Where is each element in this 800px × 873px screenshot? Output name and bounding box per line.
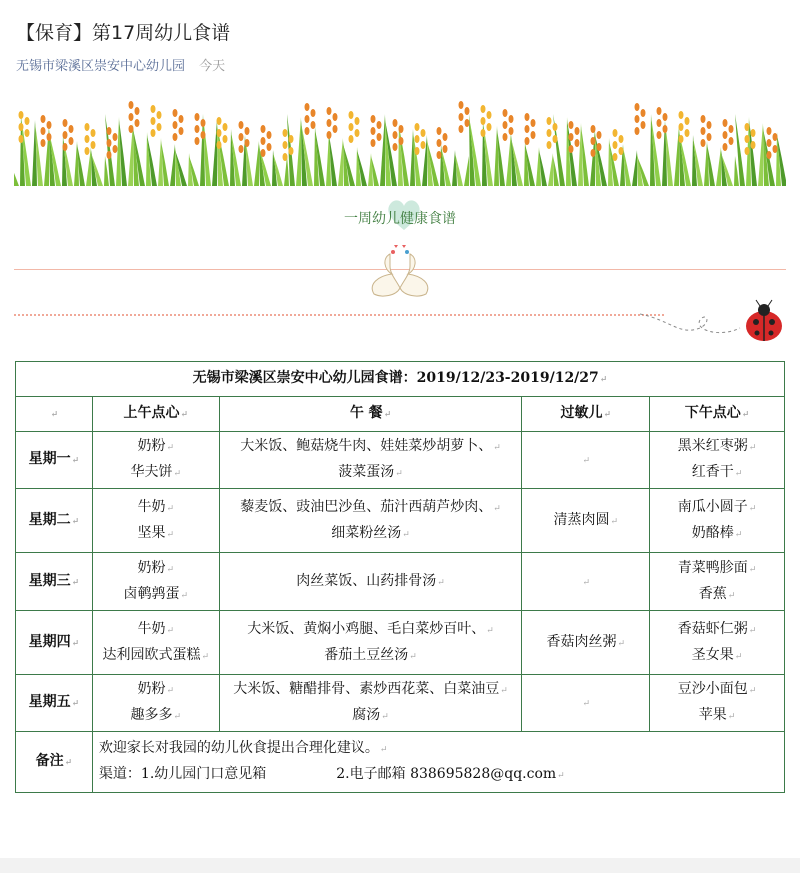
grass-seed: [635, 127, 640, 135]
grass-seed: [349, 123, 354, 131]
grass-seed: [641, 109, 646, 117]
grass-seed: [767, 139, 772, 147]
table-caption: 无锡市梁溪区崇安中心幼儿园食谱：2019/12/23-2019/12/27↵: [16, 362, 785, 397]
pm-snack-cell: 青菜鸭胗面↵ 香蕉↵: [650, 553, 785, 611]
grass-blade: [170, 144, 175, 186]
grass-seed: [459, 113, 464, 121]
table-row: [16, 432, 785, 489]
grass-seed: [151, 105, 156, 113]
grass-seed: [107, 151, 112, 159]
pm-snack-cell: 黑米红枣粥↵ 红香干↵: [650, 432, 785, 489]
grass-seed: [85, 135, 90, 143]
grass-seed: [657, 131, 662, 139]
grass-seed: [217, 117, 222, 125]
grass-seed: [377, 121, 382, 129]
grass-seed: [179, 115, 184, 123]
grass-seed: [459, 125, 464, 133]
table-header-row: [16, 397, 785, 432]
grass-seed: [613, 141, 618, 149]
grass-seed: [421, 141, 426, 149]
grass-seed: [173, 121, 178, 129]
grass-seed: [201, 119, 206, 127]
grass-seed: [129, 125, 134, 133]
grass-seed: [415, 123, 420, 131]
grass-seed: [723, 119, 728, 127]
grass-seed: [525, 125, 530, 133]
lunch-cell: 大米饭、黄焖小鸡腿、毛白菜炒百叶、↵ 番茄土豆丝汤↵: [219, 611, 522, 675]
publish-date: 今天: [199, 59, 226, 74]
grass-seed: [113, 145, 118, 153]
grass-seed: [421, 129, 426, 137]
grass-seed: [745, 135, 750, 143]
grass-seed: [443, 145, 448, 153]
grass-seed: [729, 137, 734, 145]
grass-seed: [41, 115, 46, 123]
day-label: 星期三↵: [16, 553, 93, 611]
grass-seed: [399, 137, 404, 145]
grass-seed: [773, 133, 778, 141]
grass-seed: [41, 139, 46, 147]
day-label: 星期四↵: [16, 611, 93, 675]
grass-blade: [758, 123, 763, 186]
table-row: [16, 675, 785, 732]
grass-seed: [597, 131, 602, 139]
grass-seed: [305, 103, 310, 111]
grass-seed: [349, 135, 354, 143]
grass-seed: [377, 133, 382, 141]
grass-seed: [481, 105, 486, 113]
grass-seed: [503, 109, 508, 117]
day-label: 星期五↵: [16, 675, 93, 732]
grass-blade: [674, 126, 679, 186]
grass-seed: [525, 113, 530, 121]
grass-seed: [107, 139, 112, 147]
grass-blade: [506, 132, 511, 186]
grass-seed: [47, 133, 52, 141]
account-name-link[interactable]: 无锡市梁溪区崇安中心幼儿园: [16, 59, 186, 74]
grass-seed: [157, 123, 162, 131]
grass-seed: [657, 119, 662, 127]
grass-seed: [355, 117, 360, 125]
grass-seed: [371, 127, 376, 135]
grass-seed: [509, 127, 514, 135]
grass-seed: [591, 149, 596, 157]
pm-snack-cell: 豆沙小面包↵ 苹果↵: [650, 675, 785, 732]
grass-seed: [399, 125, 404, 133]
grass-seed: [69, 125, 74, 133]
grass-blade: [14, 156, 19, 186]
grass-seed: [267, 131, 272, 139]
grass-seed: [311, 109, 316, 117]
grass-blade: [296, 117, 301, 186]
grass-seed: [679, 111, 684, 119]
grass-seed: [47, 121, 52, 129]
grass-blade: [74, 141, 79, 186]
grass-seed: [305, 127, 310, 135]
grass-seed: [223, 135, 228, 143]
grass-seed: [261, 137, 266, 145]
grass-seed: [261, 149, 266, 157]
grass-seed: [19, 111, 24, 119]
grass-seed: [173, 109, 178, 117]
grass-seed: [261, 125, 266, 133]
grass-seed: [437, 139, 442, 147]
grass-seed: [157, 111, 162, 119]
grass-seed: [773, 145, 778, 153]
grass-seed: [63, 119, 68, 127]
grass-blade: [704, 141, 709, 186]
grass-seed: [547, 141, 552, 149]
grass-seed: [767, 127, 772, 135]
grass-seed: [569, 133, 574, 141]
grass-seed: [547, 129, 552, 137]
grass-seed: [481, 129, 486, 137]
grass-seed: [503, 133, 508, 141]
grass-seed: [437, 151, 442, 159]
ladybug-icon: [640, 298, 790, 348]
grass-seed: [525, 137, 530, 145]
grass-seed: [283, 141, 288, 149]
header-lunch: 午 餐↵: [219, 397, 522, 432]
grass-seed: [487, 123, 492, 131]
grass-seed: [415, 135, 420, 143]
grass-seed: [707, 133, 712, 141]
grass-blade: [716, 147, 721, 186]
grass-seed: [751, 129, 756, 137]
grass-seed: [569, 121, 574, 129]
grass-seed: [701, 127, 706, 135]
grass-seed: [327, 119, 332, 127]
notes-row: [16, 732, 785, 793]
day-label: 星期二↵: [16, 489, 93, 553]
grass-seed: [311, 121, 316, 129]
grass-seed: [289, 135, 294, 143]
grass-seed: [129, 113, 134, 121]
allergy-cell: 清蒸肉圆↵: [522, 489, 650, 553]
grass-seed: [63, 131, 68, 139]
grass-seed: [613, 129, 618, 137]
grass-seed: [613, 153, 618, 161]
grass-seed: [553, 123, 558, 131]
grass-seed: [635, 115, 640, 123]
grass-blade: [32, 120, 37, 186]
grass-seed: [509, 115, 514, 123]
grass-blade: [494, 126, 499, 186]
grass-seed: [289, 147, 294, 155]
article-meta: [16, 55, 225, 74]
grass-seed: [349, 111, 354, 119]
grass-seed: [333, 113, 338, 121]
header-pm-snack: 下午点心↵: [650, 397, 785, 432]
grass-seed: [195, 113, 200, 121]
section-subtitle: 一周幼儿健康食谱: [344, 211, 456, 227]
am-snack-cell: 奶粉↵ 华夫饼↵: [92, 432, 219, 489]
lunch-cell: 藜麦饭、豉油巴沙鱼、茄汁西葫芦炒肉、↵ 细菜粉丝汤↵: [219, 489, 522, 553]
grass-seed: [245, 127, 250, 135]
am-snack-cell: 奶粉↵ 卤鹌鹑蛋↵: [92, 553, 219, 611]
grass-seed: [531, 131, 536, 139]
grass-seed: [239, 145, 244, 153]
grass-seed: [619, 135, 624, 143]
allergy-cell: ↵: [522, 553, 650, 611]
grass-seed: [657, 107, 662, 115]
grass-seed: [69, 137, 74, 145]
grass-seed: [443, 133, 448, 141]
notes-label: 备注↵: [16, 732, 93, 793]
grass-blade: [158, 138, 163, 186]
grass-seed: [135, 119, 140, 127]
grass-seed: [63, 143, 68, 151]
grass-seed: [663, 125, 668, 133]
grass-seed: [393, 131, 398, 139]
grass-seed: [685, 129, 690, 137]
grass-blade: [632, 150, 637, 186]
article-title: 【保育】第17周幼儿食谱: [16, 22, 231, 44]
grass-seed: [113, 133, 118, 141]
grass-seed: [503, 121, 508, 129]
grass-seed: [173, 133, 178, 141]
grass-seed: [223, 123, 228, 131]
grass-seed: [327, 131, 332, 139]
header-empty: ↵: [16, 397, 93, 432]
grass-seed: [355, 129, 360, 137]
grass-seed: [663, 113, 668, 121]
grass-seed: [19, 123, 24, 131]
grass-seed: [239, 121, 244, 129]
notes-content: 欢迎家长对我园的幼儿伙食提出合理化建议。↵ 渠道：1.幼儿园门口意见箱 2.电子邮箱 838695828@qq.com↵: [92, 732, 784, 793]
grass-seed: [179, 127, 184, 135]
grass-blade: [548, 153, 553, 186]
grass-seed: [459, 101, 464, 109]
grass-seed: [239, 133, 244, 141]
grass-seed: [679, 135, 684, 143]
grass-seed: [135, 107, 140, 115]
allergy-cell: 香菇肉丝粥↵: [522, 611, 650, 675]
grass-seed: [641, 121, 646, 129]
table-row: [16, 489, 785, 553]
grass-blade: [212, 120, 217, 186]
grass-seed: [195, 137, 200, 145]
grass-seed: [465, 107, 470, 115]
header-am-snack: 上午点心↵: [92, 397, 219, 432]
grass-seed: [547, 117, 552, 125]
allergy-cell: ↵: [522, 675, 650, 732]
weekly-menu-table: [15, 361, 785, 793]
table-caption-row: [16, 362, 785, 397]
grass-seed: [107, 127, 112, 135]
grass-seed: [267, 143, 272, 151]
grass-seed: [487, 111, 492, 119]
grass-seed: [723, 131, 728, 139]
grass-seed: [619, 147, 624, 155]
grass-seed: [531, 119, 536, 127]
grass-seed: [685, 117, 690, 125]
grass-seed: [745, 123, 750, 131]
grass-seed: [679, 123, 684, 131]
grass-seed: [91, 129, 96, 137]
grass-seed: [371, 139, 376, 147]
grass-seed: [91, 141, 96, 149]
grass-seed: [481, 117, 486, 125]
grass-seed: [575, 127, 580, 135]
lunch-cell: 大米饭、鲍菇烧牛肉、娃娃菜炒胡萝卜、↵ 菠菜蛋汤↵: [219, 432, 522, 489]
grass-blade: [410, 129, 415, 186]
grass-seed: [437, 127, 442, 135]
grass-seed: [129, 101, 134, 109]
grass-seed: [553, 135, 558, 143]
bottom-bar: [0, 858, 800, 873]
grass-seed: [415, 147, 420, 155]
grass-seed: [217, 141, 222, 149]
grass-banner-image: [14, 100, 786, 186]
grass-seed: [305, 115, 310, 123]
swans-icon: [360, 240, 440, 300]
lunch-cell: 肉丝菜饭、山药排骨汤↵: [219, 553, 522, 611]
am-snack-cell: 牛奶↵ 坚果↵: [92, 489, 219, 553]
lunch-cell: 大米饭、糖醋排骨、素炒西花菜、白菜油豆↵ 腐汤↵: [219, 675, 522, 732]
grass-seed: [597, 143, 602, 151]
grass-seed: [201, 131, 206, 139]
grass-seed: [393, 143, 398, 151]
grass-blade: [368, 153, 373, 186]
am-snack-cell: 奶粉↵ 趣多多↵: [92, 675, 219, 732]
day-label: 星期一↵: [16, 432, 93, 489]
grass-seed: [751, 141, 756, 149]
grass-seed: [767, 151, 772, 159]
grass-seed: [283, 129, 288, 137]
grass-seed: [393, 119, 398, 127]
pm-snack-cell: 香菇虾仁粥↵ 圣女果↵: [650, 611, 785, 675]
grass-seed: [151, 129, 156, 137]
dotted-divider: [14, 314, 664, 317]
header-allergy: 过敏儿↵: [522, 397, 650, 432]
grass-seed: [283, 153, 288, 161]
grass-seed: [41, 127, 46, 135]
pm-snack-cell: 南瓜小圆子↵ 奶酪棒↵: [650, 489, 785, 553]
grass-blade: [464, 156, 469, 186]
grass-seed: [195, 125, 200, 133]
grass-seed: [729, 125, 734, 133]
grass-seed: [371, 115, 376, 123]
grass-seed: [591, 137, 596, 145]
grass-seed: [85, 123, 90, 131]
grass-seed: [465, 119, 470, 127]
grass-seed: [707, 121, 712, 129]
grass-seed: [591, 125, 596, 133]
grass-seed: [333, 125, 338, 133]
grass-seed: [745, 147, 750, 155]
grass-seed: [701, 115, 706, 123]
grass-seed: [151, 117, 156, 125]
am-snack-cell: 牛奶↵ 达利园欧式蛋糕↵: [92, 611, 219, 675]
allergy-cell: ↵: [522, 432, 650, 489]
grass-seed: [245, 139, 250, 147]
grass-seed: [575, 139, 580, 147]
grass-seed: [85, 147, 90, 155]
grass-blade: [254, 141, 259, 186]
grass-seed: [25, 129, 30, 137]
grass-seed: [569, 145, 574, 153]
grass-seed: [635, 103, 640, 111]
grass-seed: [723, 143, 728, 151]
grass-seed: [25, 117, 30, 125]
grass-blade: [338, 138, 343, 186]
grass-seed: [217, 129, 222, 137]
grass-blade: [326, 132, 331, 186]
table-row: [16, 611, 785, 675]
grass-seed: [327, 107, 332, 115]
table-row: [16, 553, 785, 611]
grass-blade: [452, 150, 457, 186]
grass-blade: [536, 147, 541, 186]
grass-seed: [19, 135, 24, 143]
grass-seed: [701, 139, 706, 147]
